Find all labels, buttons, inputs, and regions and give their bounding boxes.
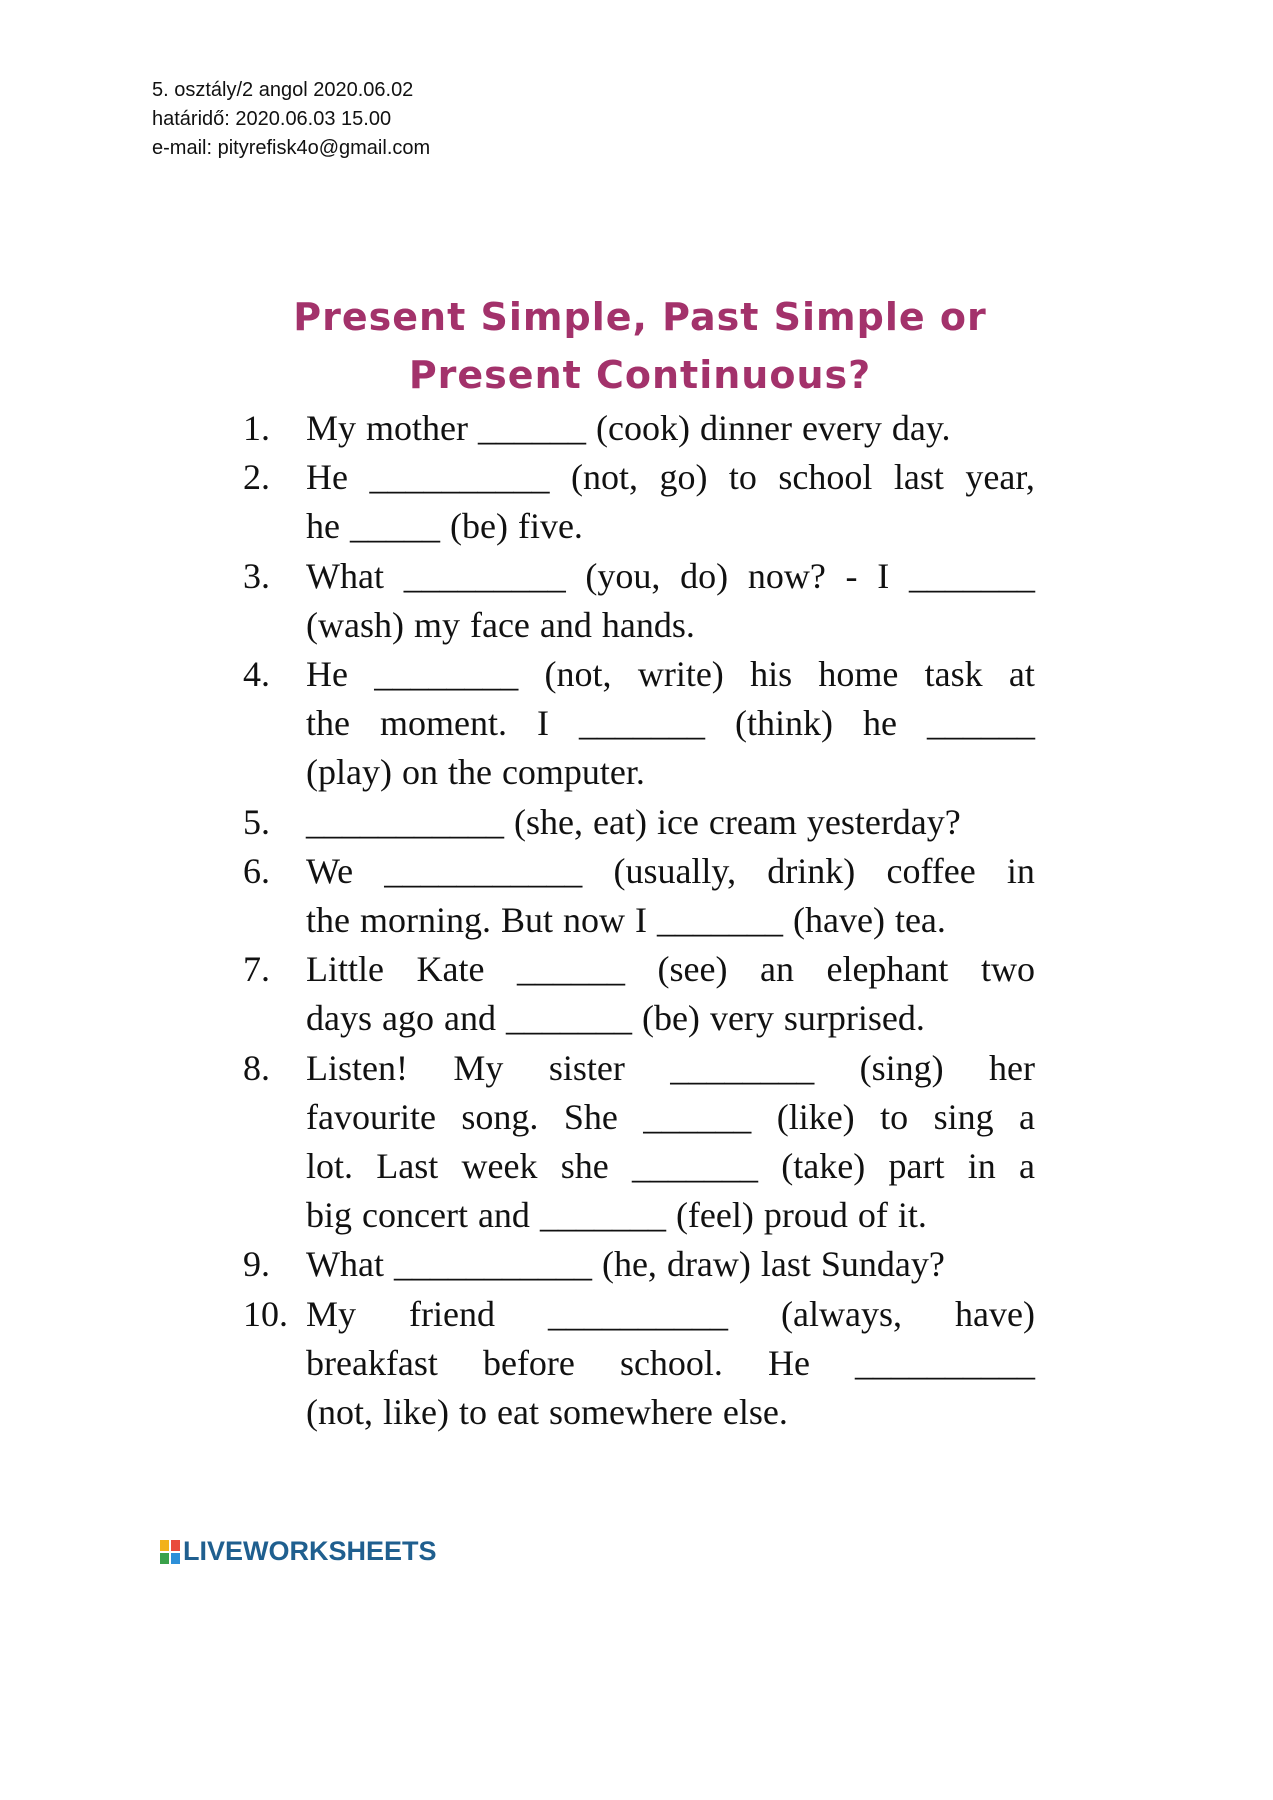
word: He	[767, 1342, 810, 1383]
word: (feel)	[675, 1195, 754, 1236]
exercise-item	[243, 1290, 1035, 1438]
answer-blank[interactable]: _______	[578, 703, 705, 744]
word: sister	[548, 1047, 625, 1088]
word: I	[536, 703, 549, 744]
exercise-list	[243, 404, 1035, 1437]
liveworksheets-logo	[160, 1536, 437, 1567]
exercise-item	[243, 1240, 1035, 1289]
word: (she,	[514, 801, 583, 842]
word: drink)	[767, 850, 856, 891]
word: My	[453, 1047, 504, 1088]
answer-blank[interactable]: ___________	[393, 1244, 592, 1285]
answer-blank[interactable]: ______	[516, 949, 625, 990]
word: morning.	[359, 900, 491, 941]
text-line	[306, 798, 1035, 847]
email-line: e-mail: pityrefisk4o@gmail.com	[152, 137, 431, 159]
item-text	[306, 847, 1035, 945]
word: I	[877, 555, 890, 596]
word: big	[306, 1195, 353, 1236]
word: Last	[376, 1146, 439, 1187]
answer-blank[interactable]: __________	[369, 457, 550, 498]
answer-blank[interactable]: _________	[403, 555, 566, 596]
word: face	[469, 604, 530, 645]
word: What	[306, 555, 384, 596]
exercise-item	[243, 404, 1035, 453]
word: and	[443, 998, 496, 1039]
word: yesterday?	[806, 801, 961, 842]
word: Little	[306, 949, 384, 990]
class-date-line: 5. osztály/2 angol 2020.06.02	[152, 79, 414, 101]
word: (always,	[781, 1293, 902, 1334]
item-text	[306, 798, 1035, 847]
word: very	[709, 998, 774, 1039]
word: breakfast	[306, 1342, 438, 1383]
word: in	[967, 1146, 996, 1187]
item-number: 2.	[243, 457, 270, 498]
item-text	[306, 404, 1035, 453]
word: else.	[722, 1392, 788, 1433]
word: computer.	[501, 752, 645, 793]
word: day.	[891, 408, 951, 448]
text-line	[306, 1240, 1035, 1289]
word: have)	[955, 1293, 1035, 1334]
word: the	[306, 703, 350, 744]
answer-blank[interactable]: ___________	[384, 850, 583, 891]
word: like)	[383, 1392, 449, 1433]
word: sing	[933, 1096, 994, 1137]
word: (not,	[544, 654, 612, 695]
word: What	[306, 1244, 384, 1285]
text-line	[306, 1142, 1035, 1191]
word: cream	[708, 801, 797, 842]
word: concert	[362, 1195, 468, 1236]
text-line	[306, 1388, 1035, 1437]
word: on	[401, 752, 438, 793]
word: (cook)	[596, 408, 690, 448]
word: somewhere	[548, 1392, 713, 1433]
word: of	[857, 1195, 888, 1236]
word: task	[924, 654, 983, 695]
word: Listen!	[306, 1047, 408, 1088]
item-number: 10.	[243, 1293, 288, 1334]
exercise-item	[243, 847, 1035, 945]
word: ice	[656, 801, 699, 842]
word: (sing)	[859, 1047, 944, 1088]
word: surprised.	[783, 998, 925, 1039]
word: Sunday?	[820, 1244, 945, 1285]
word: I	[635, 900, 647, 941]
word: and	[539, 604, 592, 645]
word: before	[482, 1342, 575, 1383]
word: moment.	[379, 703, 507, 744]
item-text	[306, 1240, 1035, 1289]
text-line	[306, 994, 1035, 1043]
word: proud	[763, 1195, 848, 1236]
word: he	[306, 506, 340, 547]
word: My	[306, 1293, 357, 1334]
word: his	[750, 654, 793, 695]
word: part	[888, 1146, 945, 1187]
word: friend	[409, 1293, 495, 1334]
assignment-header	[152, 76, 430, 163]
item-number: 8.	[243, 1047, 270, 1088]
word: (you,	[585, 555, 661, 596]
deadline-line: határidő: 2020.06.03 15.00	[152, 108, 392, 130]
text-line	[306, 699, 1035, 748]
text-line	[306, 601, 1035, 650]
answer-blank[interactable]: _______	[908, 555, 1035, 596]
item-number: 6.	[243, 850, 270, 891]
item-number: 4.	[243, 654, 270, 695]
item-number: 9.	[243, 1244, 270, 1285]
word: My	[306, 408, 357, 448]
word: the	[306, 900, 350, 941]
text-line	[306, 552, 1035, 601]
word: ago	[382, 998, 434, 1039]
answer-blank[interactable]: ______	[478, 408, 586, 448]
text-line	[306, 945, 1035, 994]
word: lot.	[306, 1146, 354, 1187]
answer-blank[interactable]: ______	[643, 1096, 752, 1137]
word: home	[818, 654, 899, 695]
word: at	[1008, 654, 1035, 695]
answer-blank[interactable]: _______	[539, 1195, 666, 1236]
exercise-item	[243, 1044, 1035, 1241]
word: draw)	[666, 1244, 751, 1285]
answer-blank[interactable]: ___________	[306, 801, 504, 842]
word: (not,	[570, 457, 638, 498]
word: her	[989, 1047, 1035, 1088]
word: favourite	[306, 1096, 436, 1137]
word: my	[413, 604, 460, 645]
item-number: 7.	[243, 949, 270, 990]
item-text	[306, 453, 1035, 551]
word: to	[880, 1096, 909, 1137]
word: dinner	[699, 408, 792, 448]
word: in	[1006, 850, 1035, 891]
text-line	[306, 1093, 1035, 1142]
word: tea.	[894, 900, 946, 941]
answer-blank[interactable]: _______	[657, 900, 783, 941]
word: eat	[497, 1392, 539, 1433]
word: (have)	[793, 900, 885, 941]
word: (think)	[734, 703, 833, 744]
worksheet-title	[240, 288, 1040, 404]
word: Kate	[416, 949, 485, 990]
answer-blank[interactable]: ______	[926, 703, 1035, 744]
text-line	[306, 502, 1035, 551]
word: to	[728, 457, 757, 498]
word: song.	[461, 1096, 539, 1137]
liveworksheets-logo-icon	[160, 1540, 180, 1564]
word: do)	[680, 555, 729, 596]
word: and	[477, 1195, 530, 1236]
word: five.	[517, 506, 583, 547]
answer-blank[interactable]: ________	[374, 654, 519, 695]
item-text	[306, 1044, 1035, 1241]
word: (like)	[776, 1096, 855, 1137]
text-line	[306, 1290, 1035, 1339]
word: week	[461, 1146, 538, 1187]
text-line	[306, 748, 1035, 797]
exercise-item	[243, 552, 1035, 650]
title-line-2: Present Continuous?	[408, 353, 872, 397]
word: mother	[366, 408, 468, 448]
item-number: 3.	[243, 555, 270, 596]
answer-blank[interactable]: __________	[854, 1342, 1035, 1383]
word: We	[306, 850, 354, 891]
word: (take)	[781, 1146, 866, 1187]
word: now	[563, 900, 625, 941]
logo-text: LIVEWORKSHEETS	[183, 1536, 437, 1566]
text-line	[306, 896, 1035, 945]
word: he	[862, 703, 897, 744]
item-text	[306, 1290, 1035, 1438]
word: a	[1019, 1096, 1035, 1137]
text-line	[306, 453, 1035, 502]
exercise-item	[243, 650, 1035, 798]
word: (wash)	[306, 604, 404, 645]
text-line	[306, 404, 1035, 453]
word: two	[980, 949, 1035, 990]
word: it.	[897, 1195, 927, 1236]
word: (play)	[306, 752, 392, 793]
word: every	[801, 408, 882, 448]
answer-blank[interactable]: _______	[632, 1146, 759, 1187]
word: But	[500, 900, 553, 941]
text-line	[306, 1191, 1035, 1240]
answer-blank[interactable]: __________	[548, 1293, 729, 1334]
item-text	[306, 945, 1035, 1043]
item-number: 5.	[243, 801, 270, 842]
text-line	[306, 1044, 1035, 1093]
word: He	[306, 654, 348, 695]
word: (be)	[641, 998, 700, 1039]
word: an	[759, 949, 794, 990]
word: He	[306, 457, 348, 498]
answer-blank[interactable]: _____	[349, 506, 440, 547]
word: elephant	[826, 949, 949, 990]
word: last	[893, 457, 944, 498]
word: go)	[659, 457, 708, 498]
item-number: 1.	[243, 408, 270, 448]
exercise-item	[243, 453, 1035, 551]
word: a	[1019, 1146, 1035, 1187]
word: -	[845, 555, 858, 596]
word: the	[447, 752, 492, 793]
word: school.	[619, 1342, 723, 1383]
text-line	[306, 650, 1035, 699]
word: to	[458, 1392, 487, 1433]
exercise-item	[243, 798, 1035, 847]
text-line	[306, 1339, 1035, 1388]
text-line	[306, 847, 1035, 896]
word: She	[563, 1096, 618, 1137]
word: coffee	[886, 850, 976, 891]
item-text	[306, 552, 1035, 650]
item-text	[306, 650, 1035, 798]
word: (usually,	[613, 850, 737, 891]
answer-blank[interactable]: _______	[505, 998, 632, 1039]
word: write)	[637, 654, 724, 695]
word: eat)	[592, 801, 647, 842]
answer-blank[interactable]: ________	[670, 1047, 815, 1088]
exercise-item	[243, 945, 1035, 1043]
word: (not,	[306, 1392, 373, 1433]
word: (see)	[657, 949, 728, 990]
word: year,	[965, 457, 1035, 498]
word: hands.	[601, 604, 695, 645]
word: now?	[747, 555, 826, 596]
word: days	[306, 998, 372, 1039]
word: school	[778, 457, 873, 498]
word: last	[760, 1244, 811, 1285]
word: (be)	[449, 506, 508, 547]
title-line-1: Present Simple, Past Simple or	[293, 295, 987, 339]
word: she	[560, 1146, 609, 1187]
word: (he,	[601, 1244, 657, 1285]
